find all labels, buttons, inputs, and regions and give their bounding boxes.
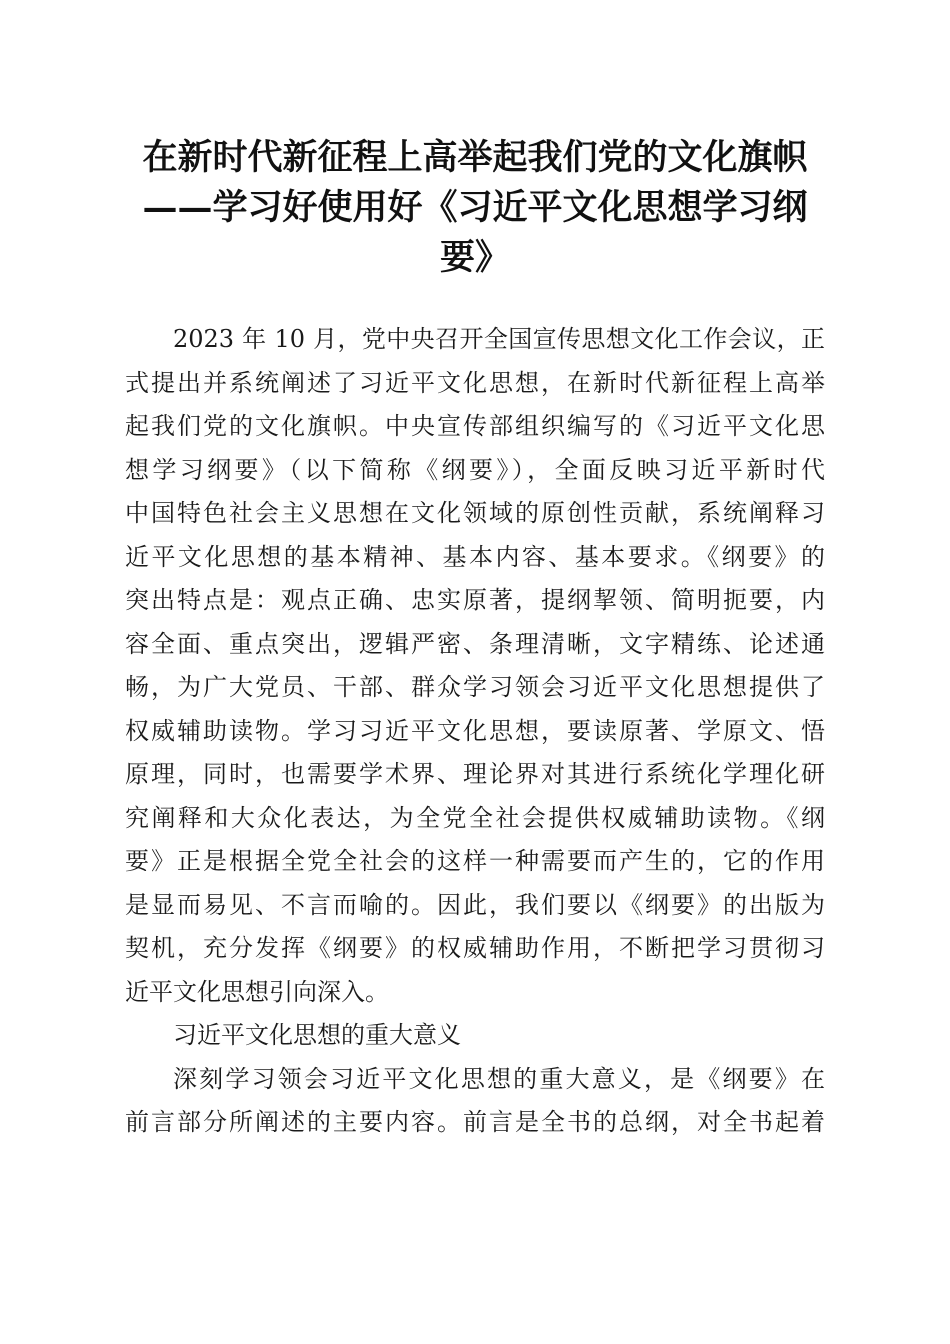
paragraph-line: 原理，同时，也需要学术界、理论界对其进行系统化学理化研 xyxy=(125,760,825,788)
paragraph-line: 究阐释和大众化表达，为全党全社会提供权威辅助读物。《纲 xyxy=(125,803,825,832)
paragraph-line: 2023 年 10 月，党中央召开全国宣传思想文化工作会议，正 xyxy=(173,325,825,353)
title-line-2: ——学习好使用好《习近平文化思想学习纲 xyxy=(142,187,808,228)
paragraph-line: 想学习纲要》（以下简称《纲要》），全面反映习近平新时代 xyxy=(125,455,825,484)
paragraph-line: 近平文化思想的基本精神、基本内容、基本要求。《纲要》的 xyxy=(125,542,825,571)
document-title xyxy=(120,133,830,283)
paragraph-line: 近平文化思想引向深入。 xyxy=(125,977,389,1006)
paragraph-line: 突出特点是：观点正确、忠实原著，提纲挈领、简明扼要，内 xyxy=(125,586,825,614)
paragraph-line: 容全面、重点突出，逻辑严密、条理清晰，文字精练、论述通 xyxy=(125,629,825,658)
paragraph-line: 中国特色社会主义思想在文化领域的原创性贡献，系统阐释习 xyxy=(125,499,825,527)
section-heading: 习近平文化思想的重大意义 xyxy=(173,1021,461,1049)
paragraph-line: 式提出并系统阐述了习近平文化思想，在新时代新征程上高举 xyxy=(125,368,825,397)
paragraph-line: 契机，充分发挥《纲要》的权威辅助作用，不断把学习贯彻习 xyxy=(125,934,825,962)
paragraph-1 xyxy=(125,318,825,1014)
title-line-1: 在新时代新征程上高举起我们党的文化旗帜 xyxy=(142,137,808,178)
paragraph-line: 权威辅助读物。学习习近平文化思想，要读原著、学原文、悟 xyxy=(125,716,825,745)
paragraph-line: 起我们党的文化旗帜。中央宣传部组织编写的《习近平文化思 xyxy=(125,412,825,440)
title-line-3: 要》 xyxy=(439,237,510,278)
document-body xyxy=(125,318,825,1145)
paragraph-line: 深刻学习领会习近平文化思想的重大意义，是《纲要》在 xyxy=(173,1064,825,1093)
paragraph-2 xyxy=(125,1058,825,1145)
paragraph-line: 要》正是根据全党全社会的这样一种需要而产生的，它的作用 xyxy=(125,847,825,875)
paragraph-line: 是显而易见、不言而喻的。因此，我们要以《纲要》的出版为 xyxy=(125,890,825,919)
paragraph-line: 畅，为广大党员、干部、群众学习领会习近平文化思想提供了 xyxy=(125,673,825,701)
paragraph-line: 前言部分所阐述的主要内容。前言是全书的总纲，对全书起着 xyxy=(125,1108,825,1136)
